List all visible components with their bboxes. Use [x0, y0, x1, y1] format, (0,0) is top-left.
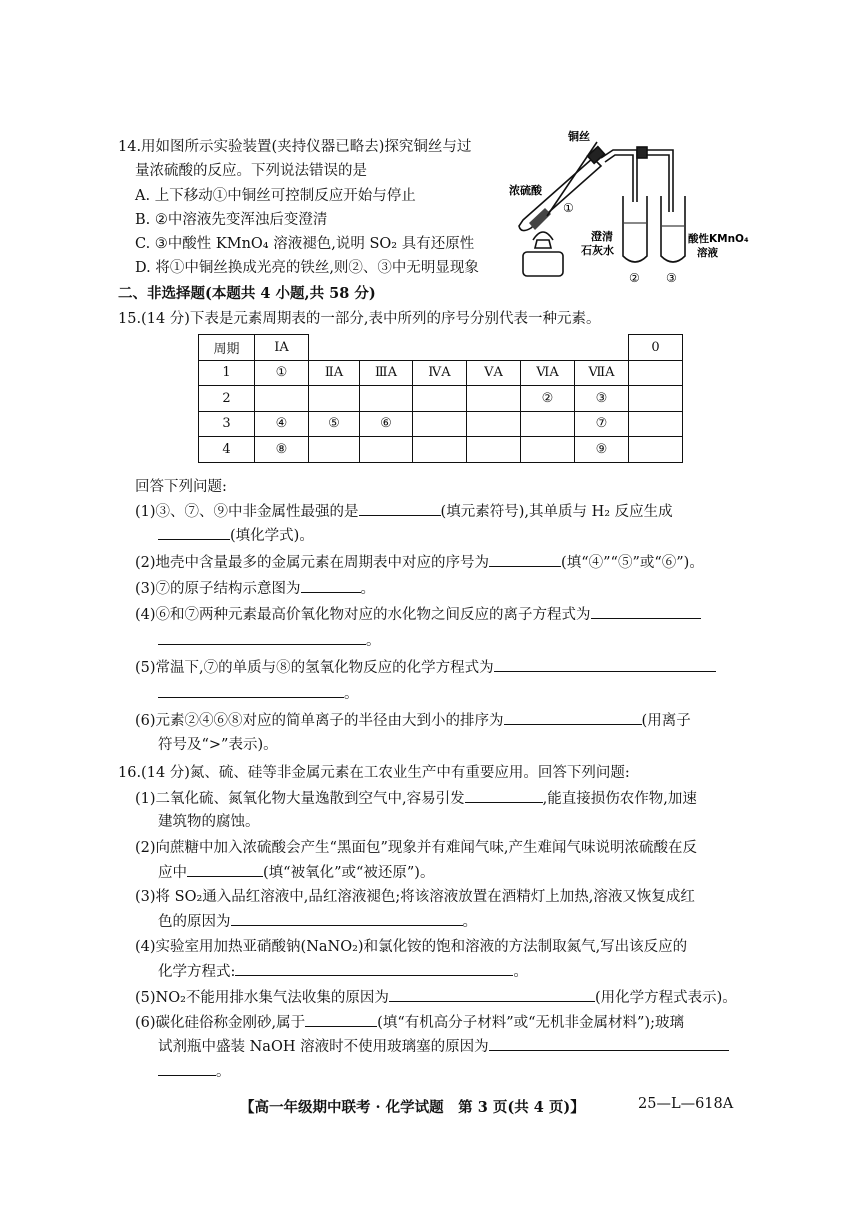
q15-part2 [135, 552, 704, 573]
table-cell: ⅢA [360, 360, 413, 386]
label-kmno4-1: 酸性KMnO₄ [688, 233, 749, 245]
q16-p5-text-a: (5)NO₂不能用排水集气法收集的原因为 [135, 990, 389, 1006]
table-cell: ⅣA [413, 360, 467, 386]
q15-part6-line1 [135, 710, 691, 731]
q16-p3-text-c: 。 [462, 914, 477, 930]
answer-blank[interactable] [158, 525, 230, 540]
q15-part4-line2 [158, 630, 381, 651]
table-cell [360, 386, 413, 412]
q16-p5-text-b: (用化学方程式表示)。 [594, 990, 737, 1006]
table-cell: ③ [575, 386, 629, 412]
table-cell: ⑤ [309, 411, 360, 437]
q14-option-a: A. 上下移动①中铜丝可控制反应开始与停止 [135, 188, 416, 204]
label-conc-acid: 浓硫酸 [509, 184, 542, 197]
label-kmno4-2: 溶液 [697, 247, 718, 259]
table-cell [360, 335, 413, 361]
q15-p5-text-b: 。 [344, 686, 359, 702]
answer-blank[interactable] [158, 1061, 216, 1076]
label-tube-1: ① [563, 201, 574, 215]
table-cell [413, 386, 467, 412]
table-cell: 0 [629, 335, 683, 361]
answer-blank[interactable] [489, 1036, 729, 1051]
table-cell [521, 411, 575, 437]
q16-p4-text-b: 化学方程式: [158, 964, 236, 980]
exam-code: 25—L—618A [638, 1096, 734, 1112]
table-cell [629, 360, 683, 386]
q15-part6-line2: 符号及“>”表示)。 [158, 737, 278, 753]
table-cell [309, 386, 360, 412]
table-row [199, 411, 683, 437]
q16-part6-line2 [158, 1036, 729, 1057]
answer-blank[interactable] [359, 501, 441, 516]
q16-p6-text-b: (填“有机高分子材料”或“无机非金属材料”);玻璃 [377, 1015, 685, 1031]
q15-part1-line2 [158, 525, 314, 546]
q15-p2-text-b: (填“④”“⑤”或“⑥”)。 [561, 555, 704, 571]
table-cell: ⑨ [575, 437, 629, 463]
q15-p3-text-a: (3)⑦的原子结构示意图为 [135, 581, 301, 597]
q14-stem-line1: 14.用如图所示实验装置(夹持仪器已略去)探究铜丝与过 [118, 139, 472, 155]
table-cell: 周期 [199, 335, 255, 361]
table-cell [413, 335, 467, 361]
table-cell: ⅡA [309, 360, 360, 386]
table-cell [467, 437, 521, 463]
q15-p1-text-c: (填化学式)。 [230, 528, 314, 544]
table-row [199, 386, 683, 412]
answer-blank[interactable] [235, 961, 513, 976]
table-cell [521, 335, 575, 361]
q16-part6-line1 [135, 1012, 684, 1033]
table-cell [360, 437, 413, 463]
q16-part2-line1: (2)向蔗糖中加入浓硫酸会产生“黑面包”现象并有难闻气味,产生难闻气味说明浓硫酸在反 [135, 840, 697, 856]
q16-p2-text-b: 应中 [158, 865, 187, 881]
q16-part5 [135, 987, 737, 1008]
table-cell [309, 437, 360, 463]
table-cell [413, 411, 467, 437]
table-cell: 2 [199, 386, 255, 412]
q15-part5-line2 [158, 683, 359, 704]
label-limewater-1: 澄清 [591, 230, 613, 243]
table-cell [467, 335, 521, 361]
q15-stem: 15.(14 分)下表是元素周期表的一部分,表中所列的序号分别代表一种元素。 [118, 311, 601, 327]
table-cell [629, 386, 683, 412]
periodic-table [198, 334, 683, 463]
q15-p5-text-a: (5)常温下,⑦的单质与⑧的氢氧化物反应的化学方程式为 [135, 660, 494, 676]
answer-blank[interactable] [187, 862, 263, 877]
table-cell [413, 437, 467, 463]
table-cell: ⑥ [360, 411, 413, 437]
q15-p6-text-b: (用离子 [641, 713, 691, 729]
table-header-row [199, 335, 683, 361]
q15-p3-text-b: 。 [360, 581, 376, 597]
table-cell: ⅦA [575, 360, 629, 386]
label-tube-2: ② [629, 271, 640, 285]
answer-blank[interactable] [465, 788, 543, 803]
table-cell: 3 [199, 411, 255, 437]
q15-part4-line1 [135, 604, 701, 625]
q15-part1-line1 [135, 501, 673, 522]
answer-blank[interactable] [489, 552, 561, 567]
table-cell: ⅤA [467, 360, 521, 386]
q16-part4-line1: (4)实验室用加热亚硝酸钠(NaNO₂)和氯化铵的饱和溶液的方法制取氮气,写出该反应的 [135, 939, 688, 955]
table-cell: ⑦ [575, 411, 629, 437]
table-cell: ① [255, 360, 309, 386]
answer-blank[interactable] [494, 657, 716, 672]
table-row [199, 437, 683, 463]
q16-p1-text-b: ,能直接损伤农作物,加速 [542, 791, 697, 807]
q15-answer-intro: 回答下列问题: [135, 479, 227, 495]
answer-blank[interactable] [158, 630, 366, 645]
answer-blank[interactable] [305, 1012, 377, 1027]
table-cell: ⑧ [255, 437, 309, 463]
table-cell [255, 386, 309, 412]
answer-blank[interactable] [389, 987, 595, 1002]
table-cell: 4 [199, 437, 255, 463]
q15-p4-text-b: 。 [366, 633, 381, 649]
q16-part1-line1 [135, 788, 697, 809]
table-cell: ④ [255, 411, 309, 437]
q16-p2-text-c: (填“被氧化”或“被还原”)。 [263, 865, 435, 881]
table-cell: ⅥA [521, 360, 575, 386]
label-tube-3: ③ [666, 271, 677, 285]
q16-part3-line2 [158, 911, 477, 932]
table-cell [629, 411, 683, 437]
q15-p4-text-a: (4)⑥和⑦两种元素最高价氧化物对应的水化物之间反应的离子方程式为 [135, 607, 591, 623]
q14-option-c: C. ③中酸性 KMnO₄ 溶液褪色,说明 SO₂ 具有还原性 [135, 236, 475, 252]
page-footer: 【高一年级期中联考 · 化学试题 第 3 页(共 4 页)】 [240, 1099, 585, 1116]
table-cell [521, 437, 575, 463]
q14-stem-line2: 量浓硫酸的反应。下列说法错误的是 [135, 163, 367, 179]
table-cell: ⅠA [255, 335, 309, 361]
answer-blank[interactable] [158, 683, 344, 698]
table-cell: ② [521, 386, 575, 412]
table-cell [467, 386, 521, 412]
answer-blank[interactable] [301, 578, 361, 593]
q16-p4-text-c: 。 [513, 964, 528, 980]
q15-part3 [135, 578, 375, 599]
q15-p2-text-a: (2)地壳中含量最多的金属元素在周期表中对应的序号为 [135, 555, 490, 571]
q15-p1-text-a: (1)③、⑦、⑨中非金属性最强的是 [135, 504, 359, 520]
q14-option-b: B. ②中溶液先变浑浊后变澄清 [135, 212, 328, 228]
q15-p6-text-a: (6)元素②④⑥⑧对应的简单离子的半径由大到小的排序为 [135, 713, 504, 729]
section-heading: 二、非选择题(本题共 4 小题,共 58 分) [118, 285, 376, 302]
label-limewater-2: 石灰水 [581, 244, 614, 257]
q16-stem: 16.(14 分)氮、硫、硅等非金属元素在工农业生产中有重要应用。回答下列问题: [118, 765, 630, 781]
apparatus-figure [505, 128, 775, 288]
table-cell [629, 437, 683, 463]
q16-part3-line1: (3)将 SO₂通入品红溶液中,品红溶液褪色;将该溶液放置在酒精灯上加热,溶液又恢复成红 [135, 889, 695, 905]
q16-p1-text-a: (1)二氧化硫、氮氧化物大量逸散到空气中,容易引发 [135, 791, 465, 807]
q16-part1-line2: 建筑物的腐蚀。 [158, 814, 260, 830]
q16-p3-text-b: 色的原因为 [158, 914, 231, 930]
table-row [199, 360, 683, 386]
answer-blank[interactable] [231, 911, 463, 926]
q16-p6-text-c: 试剂瓶中盛装 NaOH 溶液时不使用玻璃塞的原因为 [158, 1039, 489, 1055]
answer-blank[interactable] [504, 710, 642, 725]
q16-part4-line2 [158, 961, 528, 982]
q16-part2-line2 [158, 862, 434, 883]
q16-p6-text-a: (6)碳化硅俗称金刚砂,属于 [135, 1015, 306, 1031]
q15-part5-line1 [135, 657, 716, 678]
answer-blank[interactable] [591, 604, 701, 619]
label-copper-wire: 铜丝 [568, 130, 590, 143]
q16-part6-line3 [158, 1061, 231, 1082]
table-cell [575, 335, 629, 361]
q15-p1-text-b: (填元素符号),其单质与 H₂ 反应生成 [440, 504, 673, 520]
table-cell: 1 [199, 360, 255, 386]
table-cell [467, 411, 521, 437]
q16-p6-text-d: 。 [216, 1064, 231, 1080]
q14-option-d: D. 将①中铜丝换成光亮的铁丝,则②、③中无明显现象 [135, 260, 479, 276]
table-cell [309, 335, 360, 361]
